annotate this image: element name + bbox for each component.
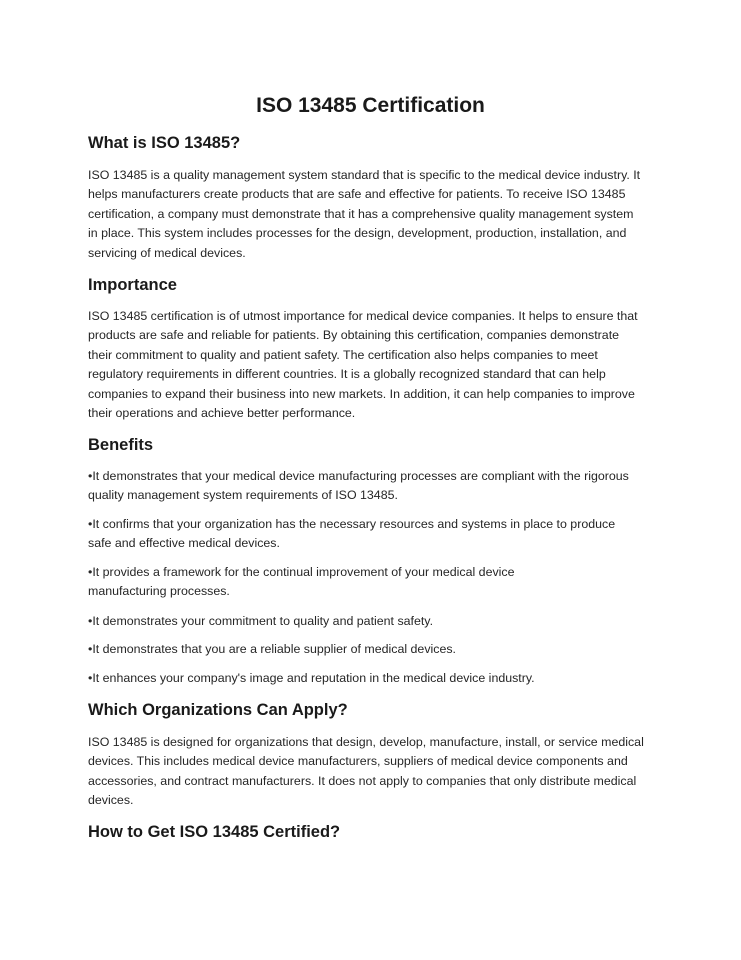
benefit-text: It demonstrates that your medical device manufacturing processes are compliant with the rigorous quality management system requirements of ISO 13485. — [88, 469, 629, 503]
benefit-item — [88, 563, 568, 602]
benefit-item — [88, 467, 638, 506]
benefit-item — [88, 669, 638, 688]
bullet-dot: • — [88, 614, 93, 628]
bullet-dot: • — [88, 671, 93, 685]
benefit-text: It demonstrates that you are a reliable supplier of medical devices. — [92, 642, 456, 656]
heading-importance: Importance — [88, 276, 177, 294]
bullet-dot: • — [88, 642, 93, 656]
benefit-item — [88, 640, 638, 659]
heading-what-is-iso: What is ISO 13485? — [88, 134, 241, 152]
benefit-text: It demonstrates your commitment to quality and patient safety. — [92, 614, 434, 628]
benefit-item — [88, 515, 638, 554]
paragraph-importance: ISO 13485 certification is of utmost importance for medical device companies. It helps to ensure that products are safe and reliable for patients. By obtaining this certification, companies demonstrate their commitment to quality and patient safety. The certification also helps companies to meet regulatory requirements in different countries. It is a globally recognized standard that can help companies to expand their business into new markets. In addition, it can help companies to improve their operations and achieve better performance. — [88, 309, 638, 421]
benefit-text: It provides a framework for the continual improvement of your medical device manufacturing processes. — [88, 565, 515, 599]
benefit-text: It confirms that your organization has the necessary resources and systems in place to produce safe and effective medical devices. — [88, 517, 616, 551]
bullet-dot: • — [88, 517, 93, 531]
benefit-item — [88, 612, 638, 631]
bullet-dot: • — [88, 565, 93, 579]
paragraph-what-is-iso: ISO 13485 is a quality management system standard that is specific to the medical device industry. It helps manufacturers create products that are safe and effective for patients. To receive ISO 13485 certification, a company must demonstrate that it has a comprehensive quality management system in place. This system includes processes for the design, development, production, installation, and servicing of medical devices. — [88, 168, 641, 260]
heading-how-to-get-certified: How to Get ISO 13485 Certified? — [88, 823, 341, 841]
heading-which-organizations: Which Organizations Can Apply? — [88, 701, 348, 719]
benefit-text: It enhances your company's image and reputation in the medical device industry. — [92, 671, 535, 685]
page-title: ISO 13485 Certification — [256, 94, 485, 117]
heading-benefits: Benefits — [88, 436, 154, 454]
paragraph-which-organizations: ISO 13485 is designed for organizations that design, develop, manufacture, install, or service medical devices. This includes medical device manufacturers, suppliers of medical device components and accessories, and contract manufacturers. It does not apply to companies that only distribute medical devices. — [88, 735, 644, 808]
bullet-dot: • — [88, 469, 93, 483]
